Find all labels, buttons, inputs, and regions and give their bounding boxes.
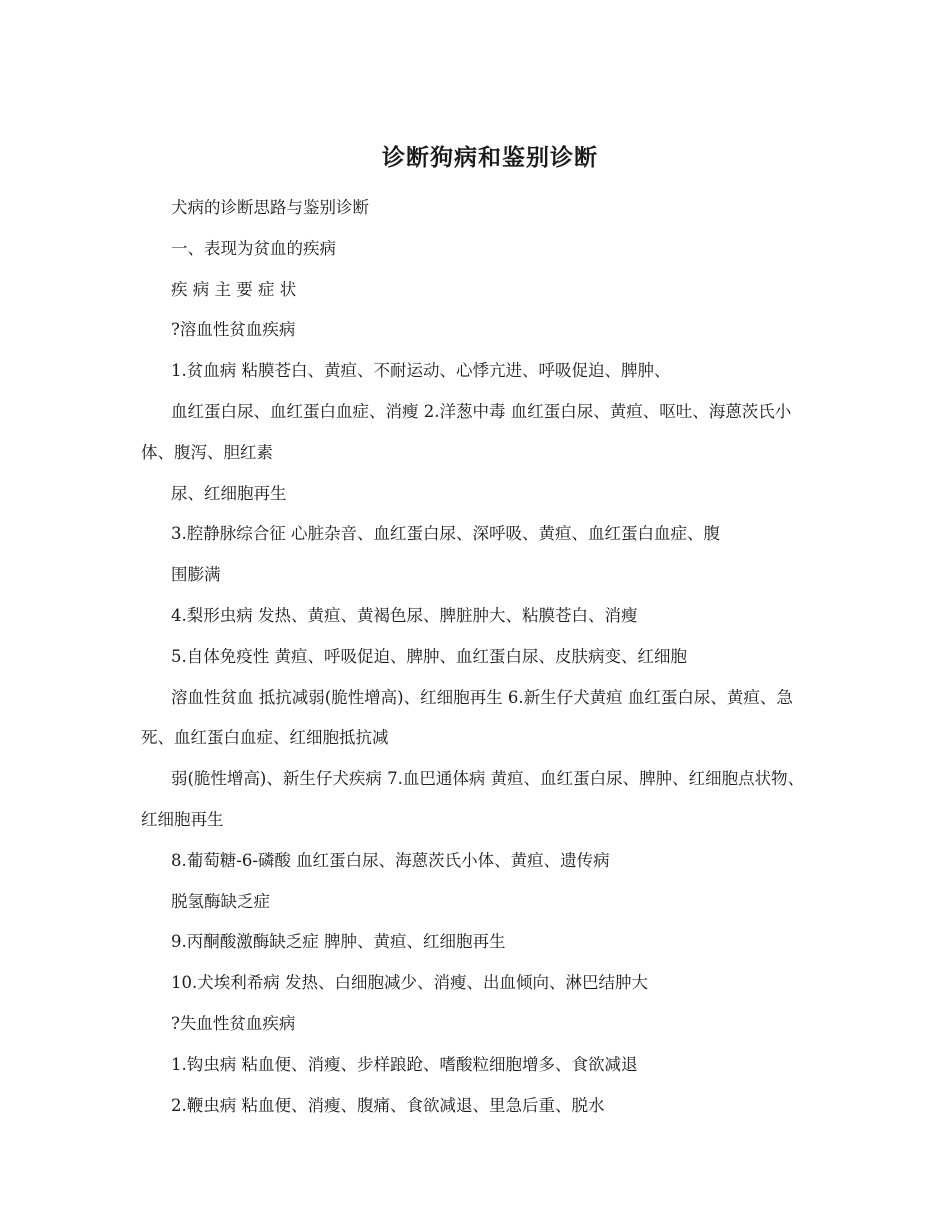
paragraph: 一、表现为贫血的疾病 [171, 238, 336, 258]
document-body [141, 188, 809, 1126]
paragraph: 犬病的诊断思路与鉴别诊断 [171, 198, 369, 217]
document-title: 诊断狗病和鉴别诊断 [382, 144, 598, 171]
paragraph: 溶血性贫血 抵抗减弱(脆性增高)、红细胞再生 6.新生仔犬黄疸 血红蛋白尿、黄疸、急死、血红蛋白血症、红细胞抵抗减 [141, 687, 793, 748]
paragraph: 疾 病 主 要 症 状 [171, 279, 297, 299]
paragraph: ?失血性贫血疾病 [171, 1013, 296, 1033]
paragraph: 1.贫血病 粘膜苍白、黄疸、不耐运动、心悸亢进、呼吸促迫、脾肿、 [171, 361, 671, 381]
paragraph: 4.梨形虫病 发热、黄疸、黄褐色尿、脾脏肿大、粘膜苍白、消瘦 [171, 605, 638, 625]
paragraph: 脱氢酶缺乏症 [171, 891, 270, 911]
paragraph: 3.腔静脉综合征 心脏杂音、血红蛋白尿、深呼吸、黄疸、血红蛋白血症、腹 [171, 524, 720, 544]
paragraph: 9.丙酮酸激酶缺乏症 脾肿、黄疸、红细胞再生 [171, 932, 506, 952]
paragraph: 5.自体免疫性 黄疸、呼吸促迫、脾肿、血红蛋白尿、皮肤病变、红细胞 [171, 646, 687, 666]
paragraph: 10.犬埃利希病 发热、白细胞减少、消瘦、出血倾向、淋巴结肿大 [171, 973, 648, 993]
paragraph: 1.钩虫病 粘血便、消瘦、步样踉跄、嗜酸粒细胞增多、食欲减退 [171, 1054, 638, 1074]
paragraph: ?溶血性贫血疾病 [171, 320, 296, 340]
paragraph: 血红蛋白尿、血红蛋白血症、消瘦 2.洋葱中毒 血红蛋白尿、黄疸、呕吐、海蒽茨氏小体、腹泻、胆红素 [141, 401, 792, 462]
paragraph: 围膨满 [171, 565, 221, 585]
paragraph: 尿、红细胞再生 [171, 483, 287, 503]
paragraph: 8.葡萄糖-6-磷酸 血红蛋白尿、海蒽茨氏小体、黄疸、遗传病 [171, 850, 610, 870]
paragraph: 弱(脆性增高)、新生仔犬疾病 7.血巴通体病 黄疸、血红蛋白尿、脾肿、红细胞点状物、红细胞再生 [141, 769, 805, 829]
paragraph: 2.鞭虫病 粘血便、消瘦、腹痛、食欲减退、里急后重、脱水 [171, 1095, 605, 1115]
